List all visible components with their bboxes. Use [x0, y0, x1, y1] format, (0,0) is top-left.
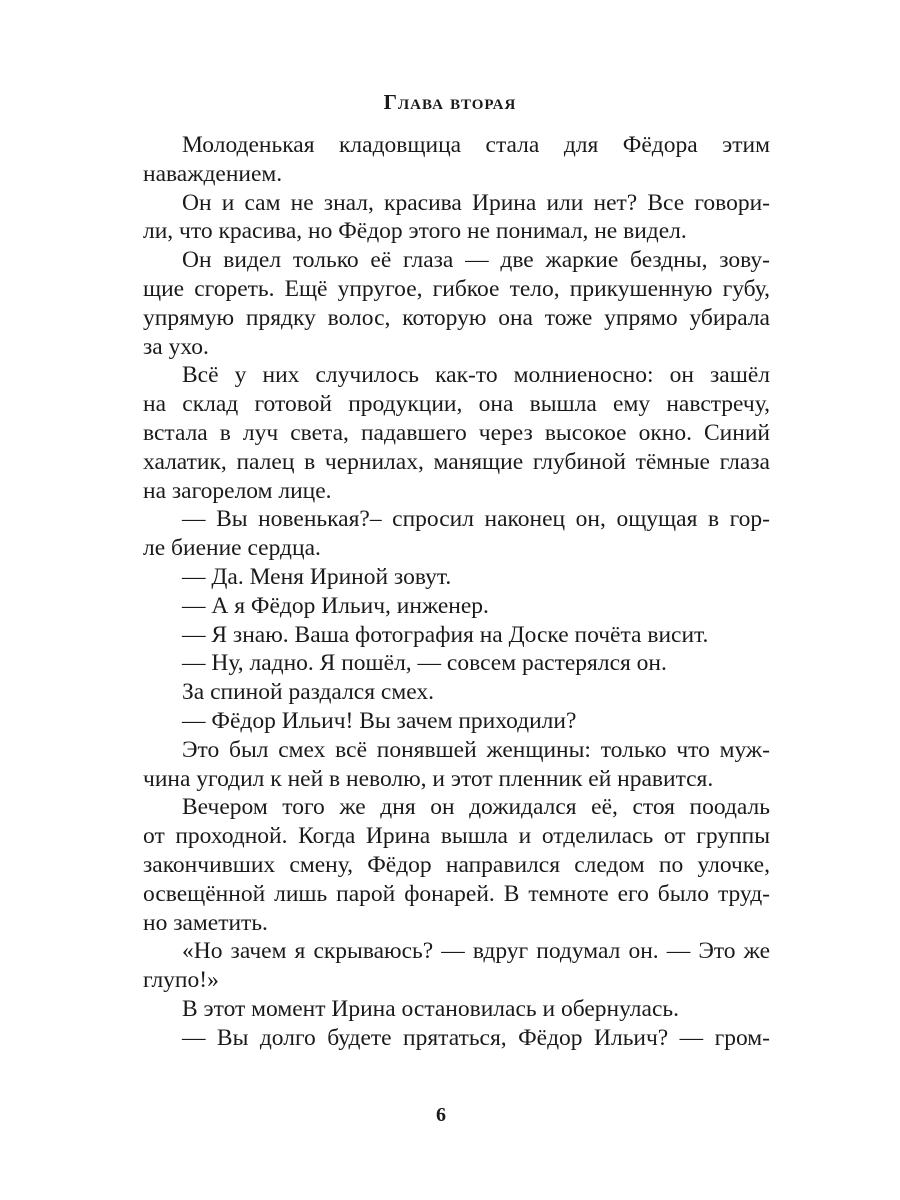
text-line: В этот момент Ирина остановилась и обернулась. — [182, 995, 679, 1022]
text-line: встала в луч света, падавшего через высокое окно. Синий — [143, 419, 770, 446]
text-line: — Фёдор Ильич! Вы зачем приходили? — [182, 707, 577, 734]
text-line: освещённой лишь парой фонарей. В темноте его было труд- — [143, 880, 770, 907]
text-line: Всё у них случилось как-то молниеносно: он зашёл — [182, 362, 770, 389]
text-line: наваждением. — [143, 160, 283, 187]
text-line: — Да. Меня Ириной зовут. — [182, 563, 452, 590]
text-line: ле биение сердца. — [143, 535, 321, 562]
text-line: Вечером того же дня он дожидался её, стоя поодаль — [182, 794, 770, 821]
text-line: халатик, палец в чернилах, манящие глубиной тёмные глаза — [143, 448, 770, 475]
body-text — [143, 131, 770, 1053]
text-line: от проходной. Когда Ирина вышла и отделилась от группы — [143, 823, 770, 850]
text-line: — Вы новенькая?– спросил наконец он, ощущая в гор- — [182, 506, 770, 533]
text-line: Молоденькая кладовщица стала для Фёдора этим — [182, 132, 770, 158]
text-line: Это был смех всё понявшей женщины: только что муж- — [182, 736, 770, 763]
text-line: За спиной раздался смех. — [182, 679, 434, 706]
text-line: глупо!» — [143, 967, 219, 994]
text-line: щие сгореть. Ещё упругое, гибкое тело, прикушенную губу, — [143, 275, 770, 302]
text-line: закончивших смену, Фёдор направился следом по улочке, — [143, 851, 770, 878]
text-line: «Но зачем я скрываюсь? — вдруг подумал он. — Это же — [182, 938, 770, 965]
text-line: Он и сам не знал, красива Ирина или нет? Все говори- — [182, 189, 770, 216]
page-number: 6 — [436, 1104, 446, 1126]
text-line: на склад готовой продукции, она вышла ему навстречу, — [143, 391, 770, 418]
text-line: упрямую прядку волос, которую она тоже упрямо убирала — [143, 304, 770, 331]
text-line: за ухо. — [143, 333, 209, 360]
text-line: ли, что красива, но Фёдор этого не понимал, не видел. — [143, 218, 687, 245]
chapter-title: Глава вторая — [383, 90, 517, 114]
text-line: чина угодил к ней в неволю, и этот пленник ей нравится. — [143, 765, 714, 792]
text-line: Он видел только её глаза — две жаркие бездны, зову- — [182, 247, 770, 274]
text-line: на загорелом лице. — [143, 477, 332, 504]
text-line: — Вы долго будете прятаться, Фёдор Ильич? — гром- — [182, 1024, 770, 1051]
text-line: — Ну, ладно. Я пошёл, — совсем растерялся он. — [182, 650, 667, 677]
text-line: но заметить. — [143, 909, 268, 936]
text-line: — А я Фёдор Ильич, инженер. — [182, 592, 489, 619]
text-line: — Я знаю. Ваша фотография на Доске почёта висит. — [182, 621, 709, 648]
